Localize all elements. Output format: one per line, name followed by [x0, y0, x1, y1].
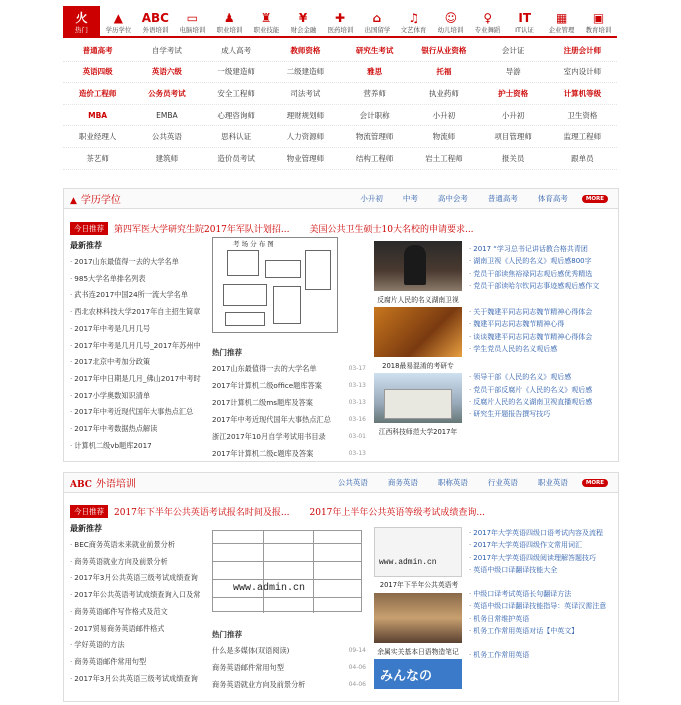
exam-link[interactable]: 一级建造师	[217, 67, 255, 77]
hot-list-item[interactable]	[212, 360, 366, 377]
nav-item-label: 企业管理	[548, 26, 575, 34]
article-link[interactable]: · 2017 “学习总书记讲话教合格共青团	[469, 243, 615, 255]
hot-list-item[interactable]	[212, 394, 366, 411]
nav-item-8[interactable]	[359, 6, 396, 36]
exam-link[interactable]: 建筑师	[155, 153, 179, 163]
article-link[interactable]: · 谈谈魏建平同志同志魏节精神心得体会	[469, 331, 615, 343]
list-item[interactable]: · 985大学名单排名列表	[70, 271, 208, 288]
hot-item-title[interactable]: 什么是多媒体(双语阅读)	[212, 646, 290, 655]
tab-link[interactable]: 高中会考	[437, 194, 468, 203]
hot-item-title[interactable]: 2017年计算机二级office题库答案	[212, 381, 322, 390]
exam-grid-row	[63, 126, 617, 148]
list-item[interactable]: · 商务英语邮件写作格式及范文	[70, 604, 208, 621]
article-list-right	[469, 243, 615, 437]
nav-item-11[interactable]	[469, 6, 506, 36]
exam-link[interactable]: 计算机等级	[563, 88, 602, 98]
nav-item-label: 文艺体育	[401, 26, 427, 34]
exam-link[interactable]: 项目管理师	[494, 132, 532, 142]
section-tabs	[328, 473, 578, 492]
article-link[interactable]: · 研究生开题报告撰写技巧	[469, 408, 615, 420]
hot-item-date: 03-13	[348, 399, 366, 406]
worker-icon: ♜	[260, 11, 272, 25]
map-block	[305, 250, 331, 290]
more-button[interactable]: MORE	[582, 479, 608, 487]
nav-item-10[interactable]	[432, 6, 469, 36]
section-tabs	[350, 189, 578, 208]
nav-item-9[interactable]	[395, 6, 432, 36]
thumbnail-image[interactable]	[374, 307, 462, 370]
article-group	[469, 243, 615, 292]
nav-item-14[interactable]	[580, 6, 617, 36]
abc-icon: ABC	[70, 480, 92, 490]
article-group	[469, 649, 615, 661]
hot-recommend	[212, 629, 366, 693]
exam-link[interactable]: 物流管理师	[355, 132, 394, 142]
thumbnail-image[interactable]	[374, 527, 462, 589]
exam-link[interactable]: 托福	[436, 67, 452, 77]
nav-item-label: 出国留学	[364, 26, 390, 34]
exam-link[interactable]: 小升初	[501, 110, 525, 120]
thumbnail-caption[interactable]: 2018最易混淆的考研专	[382, 362, 454, 370]
hot-item-date: 09-14	[348, 647, 366, 654]
fire-icon: 火	[75, 11, 88, 25]
graduation-cap-icon: ▲	[70, 196, 77, 206]
hot-item-date: 04-06	[348, 681, 366, 688]
nav-item-label: 教育培训	[585, 26, 612, 34]
hot-item-title[interactable]: 2017年计算机二级c题库及答案	[212, 449, 314, 458]
list-item[interactable]: · 2017贸易商务英语邮件格式	[70, 621, 208, 638]
exam-link[interactable]: 物流师	[432, 132, 456, 142]
hot-item-date: 03-17	[348, 365, 366, 372]
section-degree	[63, 188, 619, 462]
hot-item-title[interactable]: 2017山东最值得一去的大学名单	[212, 364, 317, 373]
exam-grid-row	[63, 62, 617, 84]
tab-link[interactable]: 公共英语	[337, 478, 368, 487]
person-silhouette	[404, 245, 426, 285]
abc-icon: ABC	[141, 11, 169, 25]
dance-icon: ♀	[483, 11, 493, 25]
nav-item-2[interactable]	[137, 6, 174, 36]
article-link[interactable]: · 党员干部读焦裕禄同志观后感优秀精选	[469, 268, 615, 280]
list-item[interactable]: · 2017山东最值得一去的大学名单	[70, 254, 208, 271]
latest-title: 最新推荐	[70, 524, 102, 533]
article-group	[469, 306, 615, 355]
today-badge: 今日推荐	[70, 505, 108, 518]
exam-link[interactable]: 监理工程师	[563, 132, 602, 142]
exam-link[interactable]: 导游	[505, 67, 521, 77]
list-item[interactable]: · 商务英语邮件常用句型	[70, 654, 208, 671]
exam-link[interactable]: 跟单员	[571, 153, 594, 163]
map-block	[225, 312, 265, 326]
list-item[interactable]: · 2017年中考是几月几号_2017年苏州中	[70, 338, 208, 355]
list-item[interactable]: · 2017年中日期是几月_佛山2017中考时	[70, 371, 208, 388]
category-nav	[63, 6, 617, 38]
exam-link[interactable]: 造价员考试	[217, 153, 255, 163]
hot-list-item[interactable]	[212, 445, 366, 462]
exam-link[interactable]: 研究生考试	[355, 45, 394, 55]
medical-icon: ✚	[335, 11, 346, 25]
exam-link-grid	[63, 40, 617, 170]
article-link[interactable]: · 党员干部反腐片《人民的名义》观后感	[469, 384, 615, 396]
people-icon: ♟	[223, 11, 235, 25]
nav-item-13[interactable]	[543, 6, 580, 36]
exam-link[interactable]: 思科认证	[221, 132, 252, 142]
today-recommend	[70, 221, 494, 235]
exam-grid-row	[63, 148, 617, 170]
graduation-cap-icon: ▲	[113, 11, 124, 25]
latest-list	[70, 240, 208, 454]
computer-icon: ▭	[186, 11, 198, 25]
exam-link[interactable]: 教师资格	[290, 45, 321, 55]
hot-list-item[interactable]	[212, 642, 366, 659]
map-block	[265, 260, 301, 278]
article-link[interactable]: · 机务工作常用英语对话【中英文】	[469, 625, 615, 637]
nav-item-label: 医药培训	[327, 26, 353, 34]
exam-link[interactable]: 护士资格	[498, 88, 529, 98]
exam-link[interactable]: 结构工程师	[355, 153, 394, 163]
coins-icon: ¥	[298, 11, 308, 25]
article-link[interactable]: · 领导干部《人民的名义》观后感	[469, 371, 615, 383]
list-item[interactable]: · 2017年中考是几月几号	[70, 321, 208, 338]
exam-link[interactable]: 会计证	[501, 45, 525, 55]
latest-list	[70, 523, 208, 687]
hot-title: 热门推荐	[212, 630, 242, 639]
board-icon: ▣	[592, 11, 605, 25]
article-link[interactable]: · 2017年大学英语四级口语考试内容及流程	[469, 527, 615, 539]
hot-item-date: 04-06	[348, 664, 366, 671]
hot-list-item[interactable]	[212, 676, 366, 693]
map-block	[223, 284, 267, 306]
it-icon: IT	[518, 11, 532, 25]
latest-title: 最新推荐	[70, 241, 102, 250]
hot-title: 热门推荐	[212, 348, 242, 357]
list-item[interactable]: · 商务英语就业方向及前景分析	[70, 554, 208, 571]
article-link[interactable]: · 英语中级口译翻译技能指导：英译汉需注意	[469, 600, 615, 612]
list-item[interactable]: · 计算机二级vb题库2017	[70, 438, 208, 455]
exam-link[interactable]: 执业药师	[428, 88, 459, 98]
thumbnail-image[interactable]	[374, 659, 462, 689]
nav-item-label: 电脑培训	[179, 26, 206, 34]
hot-item-title[interactable]: 2017计算机二级ms题库及答案	[212, 398, 313, 407]
list-item[interactable]: · 2017年中考数据热点解读	[70, 421, 208, 438]
exam-link[interactable]: 心理咨询师	[217, 110, 255, 120]
headline-link[interactable]: 第四军医大学研究生院2017年军队计划招...	[114, 224, 290, 235]
watermark: www.admin.cn	[379, 558, 437, 567]
article-list-right	[469, 527, 615, 674]
nav-item-label: 幼儿培训	[437, 26, 464, 34]
nav-item-6[interactable]	[285, 6, 322, 36]
thumbnail-text: みんなの	[380, 669, 433, 684]
exam-link[interactable]: 银行从业资格	[421, 45, 467, 55]
exam-link[interactable]: 司法考试	[290, 88, 321, 98]
nav-item-7[interactable]	[322, 6, 359, 36]
headline-link[interactable]: 2017年上半年公共英语等级考试成绩查询...	[309, 507, 485, 518]
exam-link[interactable]: 普通高考	[82, 45, 113, 55]
tab-link[interactable]: 商务英语	[387, 478, 418, 487]
thumbnail-image[interactable]	[374, 373, 462, 436]
tab-link[interactable]: 职称英语	[437, 478, 468, 487]
today-recommend	[70, 504, 505, 518]
nav-item-label: 职业技能	[253, 26, 280, 34]
list-item[interactable]: · 2017小学奥数知识清单	[70, 388, 208, 405]
hot-item-date: 03-01	[348, 433, 366, 440]
article-link[interactable]: · 学生党员人民的名义观后感	[469, 343, 615, 355]
exam-link[interactable]: 报关员	[501, 153, 525, 163]
nav-item-3[interactable]	[174, 6, 211, 36]
hot-item-date: 03-13	[348, 382, 366, 389]
tab-link[interactable]: 行业英语	[487, 478, 518, 487]
hot-recommend	[212, 347, 366, 462]
nav-item-label: 财会金融	[290, 26, 316, 34]
section-foreign-language	[63, 472, 619, 702]
list-item[interactable]: · 2017年中考近现代国年大事热点汇总	[70, 404, 208, 421]
headline-link[interactable]: 美国公共卫生硕士10大名校的申请要求...	[309, 224, 474, 235]
thumbnail-image[interactable]	[374, 241, 462, 304]
score-table-image[interactable]	[212, 530, 362, 612]
nav-item-1[interactable]	[100, 6, 137, 36]
nav-item-12[interactable]	[506, 6, 543, 36]
list-item[interactable]: · 2017年3月公共英语三级考试成绩查询	[70, 570, 208, 587]
article-group	[469, 527, 615, 576]
building-shape	[384, 389, 452, 419]
article-link[interactable]: · 中级口译考试英语长句翻译方法	[469, 588, 615, 600]
exam-link[interactable]: 营养师	[363, 88, 386, 98]
article-link[interactable]: · 机务日常维护英语	[469, 613, 615, 625]
exam-link[interactable]: 成人高考	[221, 45, 252, 55]
exam-link[interactable]: 岩土工程师	[425, 153, 463, 163]
section-header	[64, 189, 618, 209]
hot-list-item[interactable]	[212, 377, 366, 394]
nav-item-label: 外语培训	[142, 26, 169, 34]
nav-item-label: 学历学位	[105, 26, 132, 34]
exam-link[interactable]: 公共英语	[151, 132, 182, 142]
hot-list-item[interactable]	[212, 411, 366, 428]
article-link[interactable]: · 机务工作常用英语	[469, 649, 615, 661]
thumbnail-image[interactable]	[374, 593, 462, 656]
building-icon: ⌂	[372, 11, 382, 25]
hot-item-title[interactable]: 商务英语邮件常用句型	[212, 663, 284, 672]
nav-item-4[interactable]	[211, 6, 248, 36]
watermark: www.admin.cn	[233, 583, 306, 594]
exam-link[interactable]: 公务员考试	[148, 88, 186, 98]
map-block	[273, 286, 301, 324]
thumbnail-caption[interactable]: 江西科技师范大学2017年	[378, 428, 458, 436]
list-item[interactable]: · BEC商务英语未来就业前景分析	[70, 537, 208, 554]
exam-link[interactable]: 室内设计师	[563, 67, 602, 77]
map-block	[227, 250, 259, 276]
tab-link[interactable]: 体育高考	[537, 194, 568, 203]
exam-link[interactable]: 会计职称	[359, 110, 390, 120]
article-link[interactable]: · 党员干部读哈尔钦同志事迹感观后感作文	[469, 280, 615, 292]
exam-link[interactable]: 人力资源师	[286, 132, 325, 142]
tab-link[interactable]: 小升初	[360, 194, 383, 203]
nav-item-label: 热门	[75, 26, 88, 34]
hot-list-item[interactable]	[212, 659, 366, 676]
article-link[interactable]: · 反腐片人民的名义湖南卫视直播观后感	[469, 396, 615, 408]
article-group	[469, 371, 615, 420]
tab-link[interactable]: 中考	[402, 194, 418, 203]
exam-grid-row	[63, 83, 617, 105]
list-item[interactable]: · 学好英语的方法	[70, 637, 208, 654]
list-item[interactable]: · 西北农林科技大学2017年自主招生简章	[70, 304, 208, 321]
exam-link[interactable]: 小升初	[432, 110, 456, 120]
article-link[interactable]: · 2017年大学英语四级作文常用词汇	[469, 539, 615, 551]
nav-item-0[interactable]	[63, 6, 100, 36]
list-item[interactable]: · 2017年3月公共英语三级考试成绩查询	[70, 671, 208, 688]
article-link[interactable]: · 湖南卫视《人民的名义》观后感800字	[469, 255, 615, 267]
article-group	[469, 588, 615, 637]
nav-item-5[interactable]	[248, 6, 285, 36]
tab-link[interactable]: 职业英语	[537, 478, 568, 487]
tab-link[interactable]: 普通高考	[487, 194, 518, 203]
exam-grid-row	[63, 40, 617, 62]
thumbnail-caption[interactable]: 2017年下半年公共英语考	[379, 581, 459, 589]
list-item[interactable]: · 武书连2017中国24所一流大学名单	[70, 287, 208, 304]
hot-item-title[interactable]: 浙江2017年10月自学考试用书目录	[212, 432, 326, 441]
list-item[interactable]: · 2017北京中考加分政策	[70, 354, 208, 371]
exam-link[interactable]: 注册会计师	[563, 45, 602, 55]
exam-link[interactable]: MBA	[88, 110, 108, 120]
section-header	[64, 473, 618, 493]
nav-item-label: 专业舞蹈	[474, 26, 501, 34]
thumbnail-column	[374, 241, 462, 439]
exam-link[interactable]: 自学考试	[151, 45, 182, 55]
hot-item-date: 03-13	[348, 450, 366, 457]
exam-link[interactable]: 安全工程师	[217, 88, 255, 98]
article-link[interactable]: · 英语中级口译翻译技能大全	[469, 564, 615, 576]
exam-link[interactable]: 雅思	[367, 67, 383, 77]
exam-link[interactable]: 茶艺师	[86, 153, 109, 163]
article-link[interactable]: · 2017年大学英语四级阅读理解答题技巧	[469, 552, 615, 564]
exam-link[interactable]: 二级建造师	[286, 67, 325, 77]
exam-link[interactable]: 物业管理师	[286, 153, 325, 163]
article-link[interactable]: · 魏建平同志同志魏节精神心得	[469, 318, 615, 330]
article-link[interactable]: · 关于魏建平同志同志魏节精神心得体会	[469, 306, 615, 318]
exam-link[interactable]: 英语四级	[82, 67, 113, 77]
nav-item-label: 职业培训	[216, 26, 243, 34]
headline-link[interactable]: 2017年下半年公共英语考试报名时间及报...	[114, 507, 290, 518]
exam-link[interactable]: 职业经理人	[78, 132, 117, 142]
hot-list-item[interactable]	[212, 428, 366, 445]
exam-link[interactable]: 造价工程师	[78, 88, 117, 98]
list-item[interactable]: · 2017年公共英语考试成绩查询入口及常	[70, 587, 208, 604]
exam-room-map-image[interactable]	[212, 237, 338, 333]
hot-item-title[interactable]: 商务英语就业方向及前景分析	[212, 680, 306, 689]
hot-item-title[interactable]: 2017年中考近现代国年大事热点汇总	[212, 415, 331, 424]
chart-icon: ▦	[555, 11, 568, 25]
more-button[interactable]: MORE	[582, 195, 608, 203]
exam-link[interactable]: 英语六级	[151, 67, 182, 77]
today-badge: 今日推荐	[70, 222, 108, 235]
exam-grid-row	[63, 105, 617, 127]
image-caption: 考 场 分 布 图	[233, 240, 274, 248]
thumbnail-column	[374, 527, 462, 705]
hot-item-date: 03-16	[348, 416, 366, 423]
section-title[interactable]: ▲ 学历学位	[70, 195, 121, 206]
section-title[interactable]: ABC 外语培训	[70, 479, 136, 490]
exam-link[interactable]: 卫生资格	[567, 110, 598, 120]
guitar-icon: ♫	[408, 11, 420, 25]
exam-link[interactable]: 理财规划师	[286, 110, 325, 120]
thumbnail-caption[interactable]: 余属实关基本日语物造笔记	[377, 648, 459, 656]
nav-item-label: IT认证	[515, 26, 535, 34]
exam-link[interactable]: EMBA	[156, 110, 178, 120]
child-icon: ☺	[444, 11, 458, 25]
thumbnail-caption[interactable]: 反腐片人民的名义湖南卫视	[377, 296, 459, 304]
